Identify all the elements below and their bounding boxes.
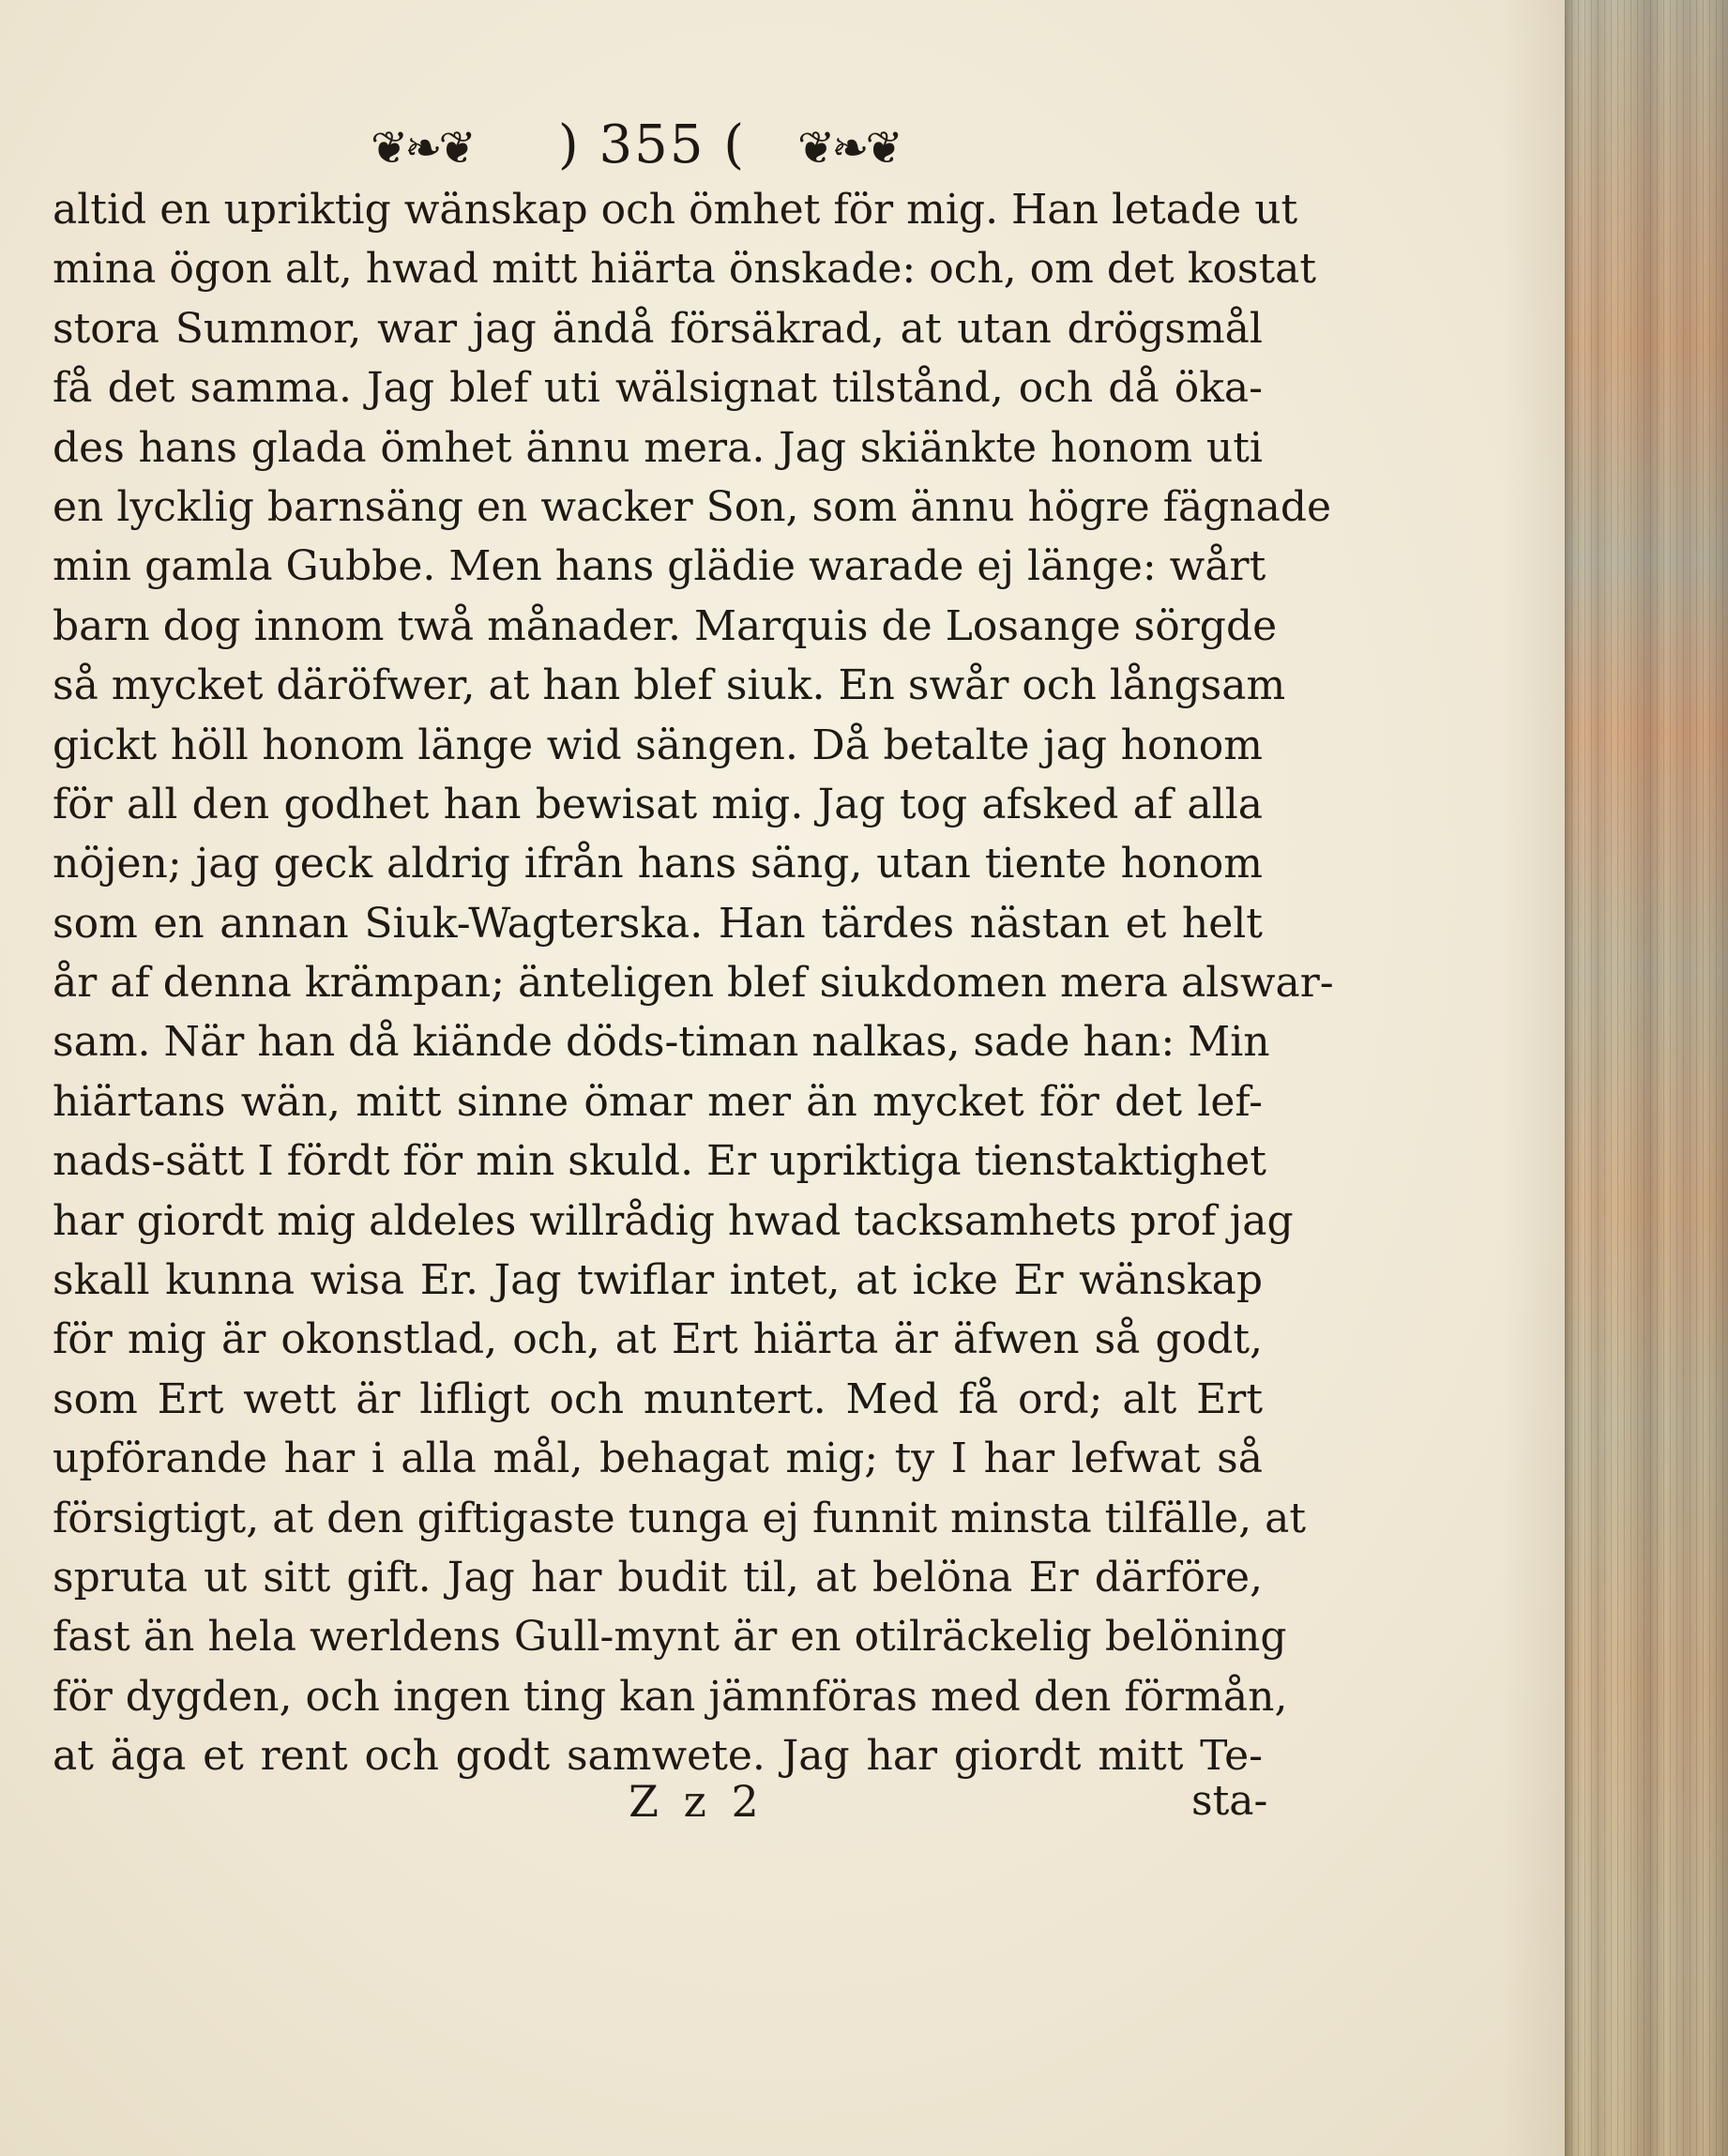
signature-mark: Z z 2 (629, 1776, 765, 1827)
text-line: försigtigt, at den giftigaste tunga ej funnit minsta tilfälle, at (53, 1494, 1307, 1542)
text-line: för all den godhet han bewisat mig. Jag tog afsked af alla (53, 780, 1263, 828)
text-line: spruta ut sitt gift. Jag har budit til, at belöna Er därföre, (53, 1553, 1263, 1602)
text-line: för mig är okonstlad, och, at Ert hiärta är äfwen så godt, (53, 1315, 1263, 1364)
page-footer (0, 1769, 1313, 1844)
text-line: barn dog innom twå månader. Marquis de Losange sörgde (53, 601, 1278, 650)
text-line: för dygden, och ingen ting kan jämnföras med den förmån, (53, 1672, 1288, 1721)
text-line: mina ögon alt, hwad mitt hiärta önskade: och, om det kostat (53, 245, 1317, 294)
text-line: sam. När han då kiände döds-timan nalkas, sade han: Min (53, 1018, 1270, 1067)
text-line: fast än hela werldens Gull-mynt är en otilräckelig belöning (53, 1613, 1287, 1662)
text-line: min gamla Gubbe. Men hans glädie warade ej länge: wårt (53, 542, 1266, 591)
text-line: som Ert wett är lifligt och muntert. Med få ord; alt Ert (53, 1374, 1263, 1423)
text-line: hiärtans wän, mitt sinne ömar mer än mycket för det lef- (53, 1077, 1263, 1126)
text-line: stora Summor, war jag ändå försäkrad, at utan drögsmål (53, 304, 1263, 353)
text-line: nöjen; jag geck aldrig ifrån hans säng, utan tiente honom (53, 840, 1263, 888)
text-line: gickt höll honom länge wid sängen. Då betalte jag honom (53, 721, 1263, 769)
page-number: ) 355 ( (557, 114, 747, 175)
gutter-shadow (1501, 0, 1567, 2156)
body-text (53, 180, 1334, 1786)
text-line: har giordt mig aldeles willrådig hwad tacksamhets prof jag (53, 1196, 1294, 1245)
text-line: som en annan Siuk-Wagterska. Han tärdes nästan et helt (53, 899, 1263, 948)
catchword: sta- (1191, 1777, 1268, 1825)
text-line: des hans glada ömhet ännu mera. Jag skiänkte honom uti (53, 423, 1263, 472)
ornament-right-icon: ❦❧❦ (797, 122, 900, 175)
text-line: år af denna krämpan; änteligen blef siukdomen mera alswar- (53, 959, 1334, 1008)
text-line: en lycklig barnsäng en wacker Son, som ännu högre fägnade (53, 482, 1332, 531)
text-line: altid en upriktig wänskap och ömhet för mig. Han letade ut (53, 186, 1298, 234)
text-line: upförande har i alla mål, behagat mig; ty I har lefwat så (53, 1435, 1263, 1483)
text-line: at äga et rent och godt samwete. Jag har giordt mitt Te- (53, 1732, 1263, 1781)
text-line: så mycket däröfwer, at han blef siuk. En swår och långsam (53, 661, 1286, 710)
text-line: skall kunna wisa Er. Jag twiflar intet, at icke Er wänskap (53, 1256, 1263, 1305)
ornament-left-icon: ❦❧❦ (371, 122, 473, 175)
book-edge-lines (1565, 0, 1728, 2156)
running-header (371, 113, 933, 178)
text-line: nads-sätt I fördt för min skuld. Er upriktiga tienstaktighet (53, 1137, 1266, 1186)
text-line: få det samma. Jag blef uti wälsignat tilstånd, och då öka- (53, 364, 1263, 413)
